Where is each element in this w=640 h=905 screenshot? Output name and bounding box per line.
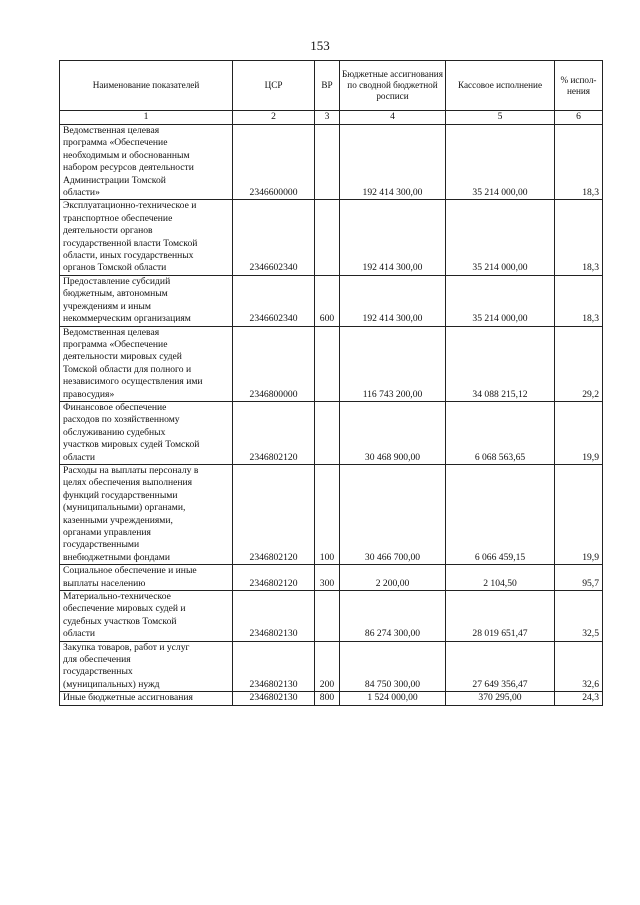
indicator-name-line: выплаты населению (63, 577, 146, 589)
vr-code: 600 (315, 275, 340, 326)
cash-execution: 28 019 651,47 (446, 591, 555, 642)
execution-percent: 19,9 (555, 401, 603, 464)
indicator-name-line: (муниципальными) органами, (63, 502, 186, 514)
assigned-amount: 84 750 300,00 (340, 641, 446, 692)
csr-code: 2346802130 (233, 692, 315, 705)
cash-execution: 370 295,00 (446, 692, 555, 705)
indicator-name-line: области (63, 451, 96, 463)
table-row (60, 326, 603, 401)
indicator-name-line: обеспечение мировых судей и (63, 603, 186, 615)
cash-execution: 6 066 459,15 (446, 464, 555, 564)
vr-code (315, 326, 340, 401)
table-row (60, 125, 603, 200)
indicator-name-line: Администрации Томской (63, 174, 166, 186)
column-number-row (60, 111, 603, 125)
execution-percent: 32,6 (555, 641, 603, 692)
csr-code: 2346602340 (233, 200, 315, 275)
indicator-name-line: Ведомственная целевая (63, 326, 160, 338)
header-assignments: Бюджетные ассигнования по сводной бюджетной росписи (340, 61, 446, 111)
indicator-name-line: судебных участков Томской (63, 615, 177, 627)
table-row (60, 692, 603, 705)
assigned-amount: 116 743 200,00 (340, 326, 446, 401)
cash-execution: 27 649 356,47 (446, 641, 555, 692)
indicator-name (60, 464, 233, 564)
indicator-name-line: органов Томской области (63, 262, 167, 274)
assigned-amount: 192 414 300,00 (340, 200, 446, 275)
execution-percent: 18,3 (555, 275, 603, 326)
indicator-name-line: органами управления (63, 527, 151, 538)
header-csr: ЦСР (233, 61, 315, 111)
execution-percent: 95,7 (555, 565, 603, 591)
indicator-name-line: области» (63, 187, 100, 199)
table-row (60, 591, 603, 642)
indicator-name (60, 692, 233, 705)
csr-code: 2346802120 (233, 464, 315, 564)
execution-percent: 32,5 (555, 591, 603, 642)
assigned-amount: 2 200,00 (340, 565, 446, 591)
indicator-name-line: казенными учреждениями, (63, 514, 173, 526)
indicator-name-line: набором ресурсов деятельности (63, 162, 194, 174)
csr-code: 2346802130 (233, 591, 315, 642)
indicator-name-line: Томской области для полного и (63, 363, 192, 375)
assigned-amount: 192 414 300,00 (340, 275, 446, 326)
indicator-name-line: учреждениям и иным (63, 300, 151, 312)
cash-execution: 2 104,50 (446, 565, 555, 591)
csr-code: 2346802120 (233, 565, 315, 591)
indicator-name-line: деятельности мировых судей (63, 351, 182, 363)
execution-percent: 24,3 (555, 692, 603, 705)
column-number: 4 (340, 111, 446, 125)
csr-code: 2346800000 (233, 326, 315, 401)
header-percent: % испол-нения (555, 61, 603, 111)
indicator-name-line: Финансовое обеспечение (63, 401, 167, 413)
indicator-name-line: Ведомственная целевая (63, 125, 160, 136)
table-row (60, 641, 603, 692)
indicator-name-line: расходов по хозяйственному (63, 414, 180, 426)
assigned-amount: 1 524 000,00 (340, 692, 446, 705)
table-row (60, 464, 603, 564)
vr-code (315, 200, 340, 275)
indicator-name-line: независимого осуществления ими (63, 376, 203, 388)
execution-percent: 18,3 (555, 200, 603, 275)
indicator-name (60, 641, 233, 692)
indicator-name-line: программа «Обеспечение (63, 137, 168, 149)
vr-code (315, 591, 340, 642)
indicator-name-line: некоммерческим организациям (63, 313, 191, 325)
indicator-name-line: области (63, 628, 96, 640)
vr-code: 200 (315, 641, 340, 692)
table-row (60, 200, 603, 275)
vr-code (315, 125, 340, 200)
column-number: 3 (315, 111, 340, 125)
indicator-name-line: бюджетным, автономным (63, 288, 168, 300)
column-number: 2 (233, 111, 315, 125)
column-number: 1 (60, 111, 233, 125)
csr-code: 2346802130 (233, 641, 315, 692)
vr-code: 100 (315, 464, 340, 564)
indicator-name-line: для обеспечения (63, 654, 131, 666)
budget-execution-table (59, 60, 603, 706)
indicator-name (60, 326, 233, 401)
assigned-amount: 192 414 300,00 (340, 125, 446, 200)
indicator-name (60, 275, 233, 326)
indicator-name-line: Материально-техническое (63, 591, 171, 603)
cash-execution: 35 214 000,00 (446, 200, 555, 275)
csr-code: 2346602340 (233, 275, 315, 326)
indicator-name-line: области, иных государственных (63, 250, 194, 262)
indicator-name-line: государственными (63, 539, 140, 551)
table-row (60, 565, 603, 591)
header-cash: Кассовое исполнение (446, 61, 555, 111)
indicator-name-line: правосудия» (63, 388, 115, 400)
indicator-name (60, 401, 233, 464)
vr-code: 300 (315, 565, 340, 591)
indicator-name-line: транспортное обеспечение (63, 212, 173, 224)
assigned-amount: 86 274 300,00 (340, 591, 446, 642)
indicator-name-line: (муниципальных) нужд (63, 678, 160, 690)
column-number: 5 (446, 111, 555, 125)
indicator-name-line: государственной власти Томской (63, 237, 198, 249)
assigned-amount: 30 468 900,00 (340, 401, 446, 464)
indicator-name-line: целях обеспечения выполнения (63, 477, 193, 489)
indicator-name (60, 125, 233, 200)
execution-percent: 29,2 (555, 326, 603, 401)
table-row (60, 275, 603, 326)
table-row (60, 401, 603, 464)
header-name: Наименование показателей (60, 61, 233, 111)
cash-execution: 35 214 000,00 (446, 125, 555, 200)
page-number: 153 (310, 38, 330, 53)
indicator-name-line: обслуживанию судебных (63, 426, 166, 438)
cash-execution: 35 214 000,00 (446, 275, 555, 326)
indicator-name-line: Социальное обеспечение и иные (63, 565, 197, 577)
indicator-name (60, 200, 233, 275)
vr-code (315, 401, 340, 464)
indicator-name-line: Закупка товаров, работ и услуг (63, 641, 190, 653)
indicator-name-line: Эксплуатационно-техническое и (63, 200, 197, 212)
indicator-name-line: Иные бюджетные ассигнования (63, 692, 193, 704)
indicator-name-line: функций государственными (63, 489, 178, 501)
cash-execution: 6 068 563,65 (446, 401, 555, 464)
indicator-name (60, 565, 233, 591)
csr-code: 2346802120 (233, 401, 315, 464)
indicator-name-line: программа «Обеспечение (63, 338, 168, 350)
execution-percent: 18,3 (555, 125, 603, 200)
execution-percent: 19,9 (555, 464, 603, 564)
indicator-name-line: государственных (63, 666, 133, 678)
csr-code: 2346600000 (233, 125, 315, 200)
indicator-name-line: Предоставление субсидий (63, 275, 171, 287)
cash-execution: 34 088 215,12 (446, 326, 555, 401)
indicator-name-line: Расходы на выплаты персоналу в (63, 464, 199, 476)
indicator-name-line: внебюджетными фондами (63, 551, 170, 563)
indicator-name-line: участков мировых судей Томской (63, 439, 200, 451)
vr-code: 800 (315, 692, 340, 705)
indicator-name-line: деятельности органов (63, 225, 153, 237)
indicator-name (60, 591, 233, 642)
assigned-amount: 30 466 700,00 (340, 464, 446, 564)
indicator-name-line: необходимым и обоснованным (63, 149, 190, 161)
header-vr: ВР (315, 61, 340, 111)
header-row (60, 61, 603, 111)
column-number: 6 (555, 111, 603, 125)
